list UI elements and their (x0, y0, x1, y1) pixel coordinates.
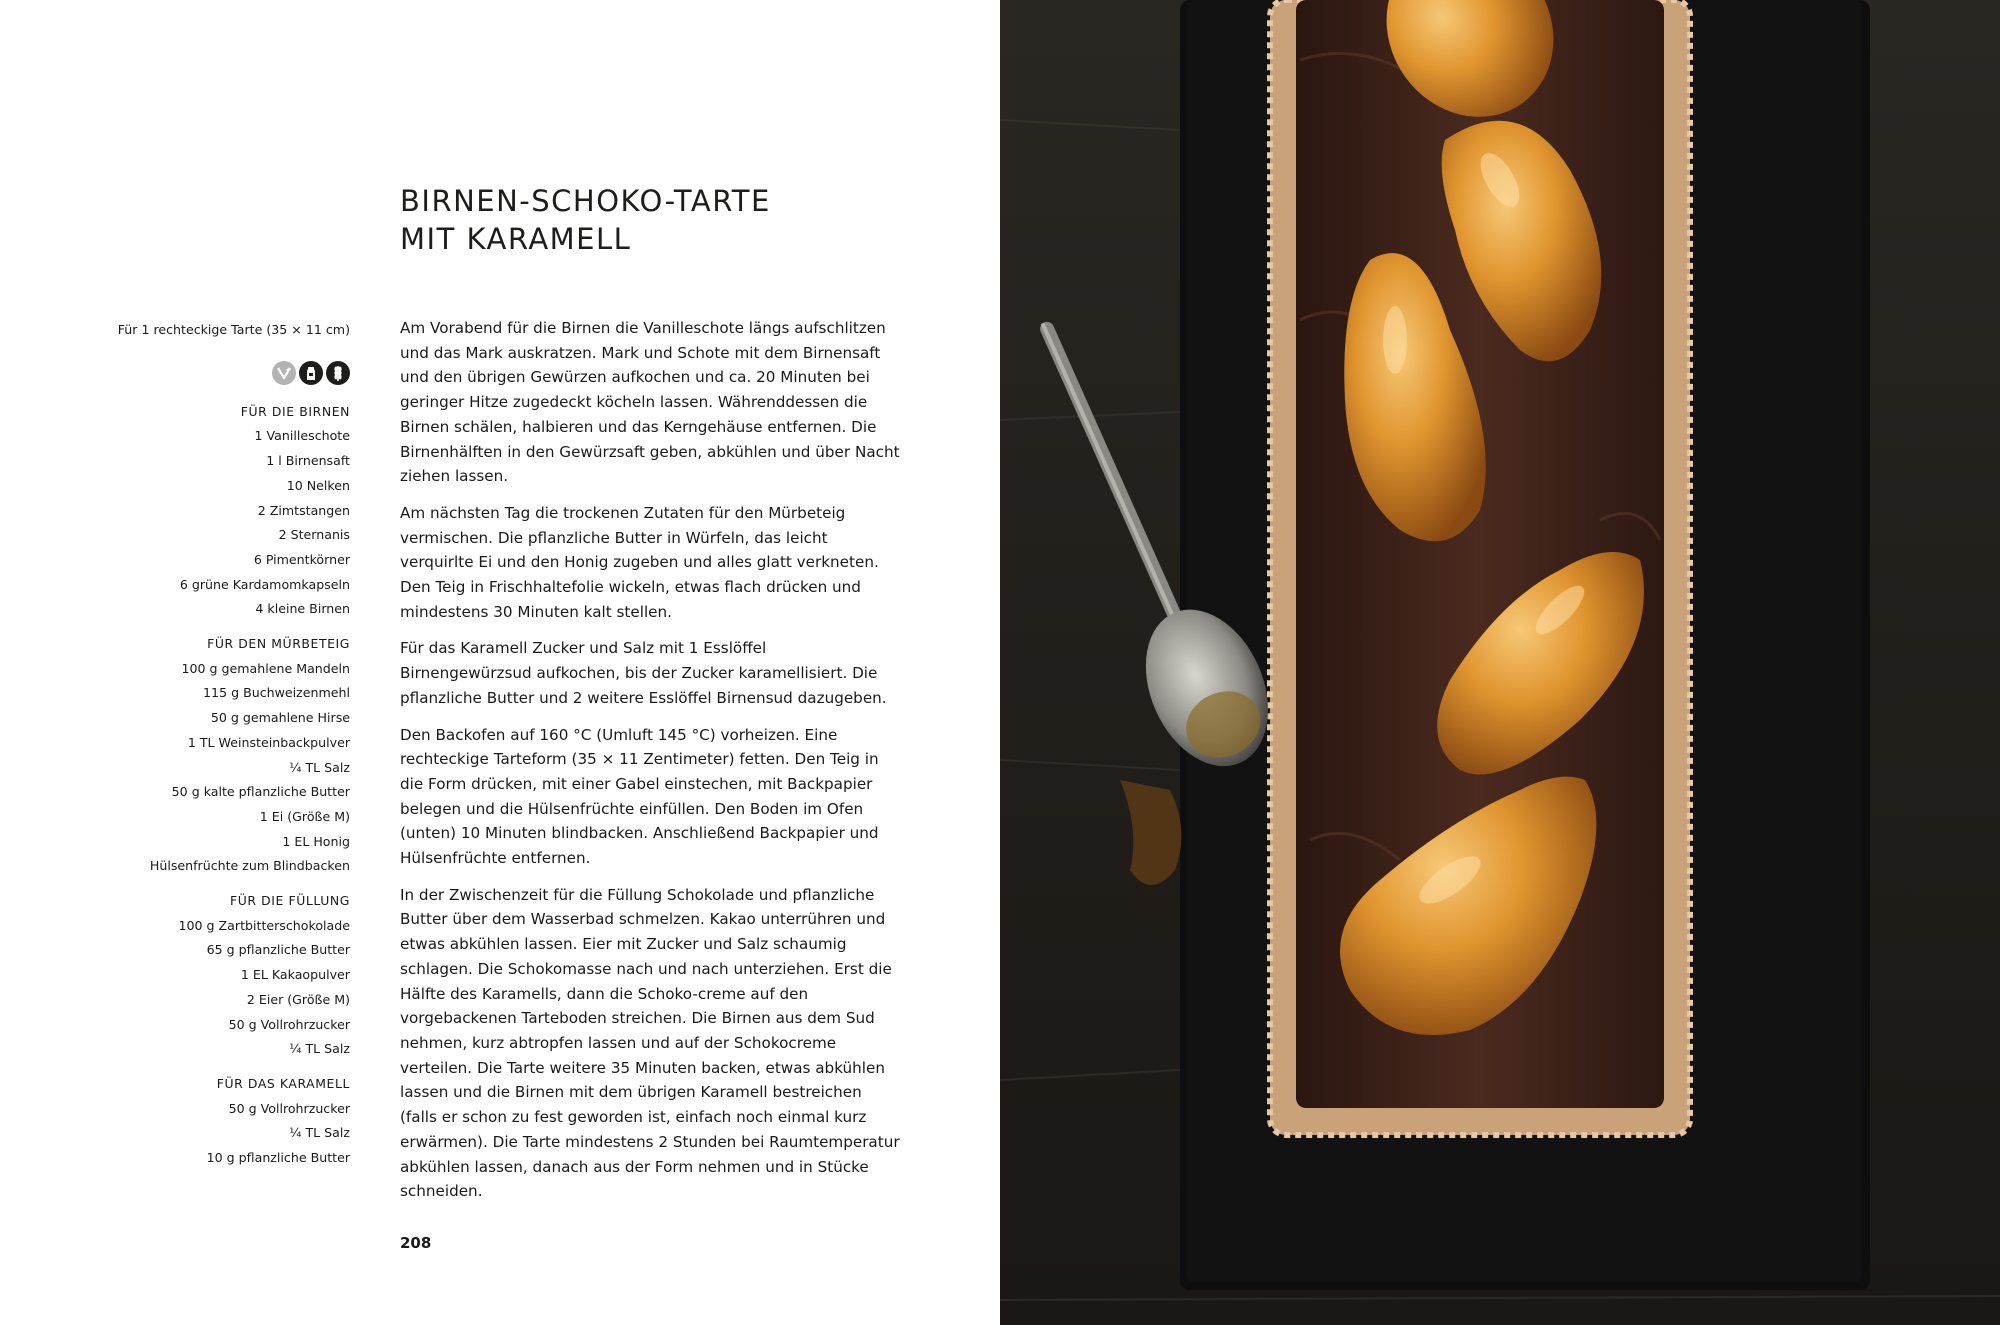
ingredient-section-karamell (100, 1072, 350, 1171)
instruction-paragraph: Für das Karamell Zucker und Salz mit 1 Esslöffel Birnengewürzsud aufkochen, bis der Zucker karamellisiert. Die pflanzliche Butter und 2 weitere Esslöffel Birnensud dazugeben. (400, 639, 887, 707)
portion-info: Für 1 rechteckige Tarte (35 × 11 cm) (117, 322, 350, 337)
instruction-paragraph: Am Vorabend für die Birnen die Vanilleschote längs aufschlitzen und das Mark auskratzen. Mark und Schote mit dem Birnensaft und den übrigen Gewürzen aufkochen und ca. 20 Minuten bei geringer Hitze zugedeckt köcheln lassen. Währenddessen die Birnen schälen, halbieren und das Kerngehäuse entfernen. Die Birnenhälften in den Gewürzsaft geben, abkühlen und über Nacht ziehen lassen. (400, 319, 900, 486)
ingredient-section-birnen (100, 400, 350, 622)
ingredient-item: Hülsenfrüchte zum Blindbacken (149, 858, 350, 874)
ingredient-item: 1 EL Honig (282, 833, 350, 849)
tarte-photo (1000, 0, 2000, 1325)
ingredient-item: ¼ TL Salz (289, 1041, 350, 1057)
section-heading: FÜR DIE FÜLLUNG (229, 893, 350, 909)
instruction-paragraph: In der Zwischenzeit für die Füllung Schokolade und pflanzliche Butter über dem Wasserbad schmelzen. Kakao unterrühren und etwas abkühlen lassen. Eier mit Zucker und Salz schaumig schlagen. Die Schokomasse nach und nach unterziehen. Erst die Hälfte des Karamells, dann die Schoko-creme auf den vorgebackenen Tarteboden streichen. Die Birnen aus dem Sud nehmen, kurz abtropfen lassen und auf der Schokocreme verteilen. Die Tarte weitere 35 Minuten backen, etwas abkühlen lassen und die Birnen mit dem übrigen Karamell bestreichen (falls er schon zu fest geworden ist, einfach noch einmal kurz erwärmen). Die Tarte mindestens 2 Stunden bei Raumtemperatur abkühlen lassen, danach aus der Form nehmen und in Stücke schneiden. (400, 885, 900, 1201)
ingredient-item: 6 grüne Kardamomkapseln (179, 576, 350, 592)
ingredient-item: 1 Ei (Größe M) (259, 808, 350, 824)
ingredient-item: 50 g kalte pflanzliche Butter (171, 784, 350, 800)
ingredient-item: 4 kleine Birnen (255, 601, 350, 617)
ingredient-item: ¼ TL Salz (289, 1125, 350, 1141)
ingredient-item: 100 g gemahlene Mandeln (181, 660, 350, 676)
vegan-icon (272, 361, 296, 385)
ingredient-item: 2 Zimtstangen (257, 502, 350, 518)
page-number: 208 (400, 1234, 432, 1252)
ingredient-item: 50 g Vollrohrzucker (228, 1016, 350, 1032)
section-heading: FÜR DAS KARAMELL (216, 1075, 350, 1091)
ingredient-item: 2 Eier (Größe M) (246, 991, 350, 1007)
recipe-title-line-1: BIRNEN-SCHOKO-TARTE (400, 184, 771, 218)
lactose-free-icon (299, 361, 323, 385)
instruction-paragraph: Am nächsten Tag die trockenen Zutaten für den Mürbeteig vermischen. Die pflanzliche Butter in Würfeln, das leicht verquirlte Ei und den Honig zugeben und alles glatt verkneten. Den Teig in Frischhaltefolie wickeln, etwas flach drücken und mindestens 30 Minuten kalt stellen. (400, 503, 879, 621)
gluten-free-icon (326, 361, 350, 385)
ingredient-item: 1 Vanilleschote (254, 428, 350, 444)
diet-icons (100, 355, 350, 391)
ingredient-item: 10 Nelken (286, 477, 350, 493)
recipe-title-line-2: MIT KARAMELL (400, 222, 632, 256)
ingredient-item: 1 TL Weinsteinbackpulver (187, 734, 350, 750)
ingredient-item: 115 g Buchweizenmehl (203, 685, 350, 701)
section-heading: FÜR DIE BIRNEN (240, 403, 350, 419)
ingredient-item: 10 g pflanzliche Butter (206, 1150, 350, 1166)
section-heading: FÜR DEN MÜRBETEIG (207, 636, 350, 652)
ingredient-item: ¼ TL Salz (289, 759, 350, 775)
ingredient-item: 2 Sternanis (278, 527, 350, 543)
ingredient-item: 50 g gemahlene Hirse (210, 710, 350, 726)
ingredient-item: 1 EL Kakaopulver (240, 967, 350, 983)
instructions (400, 316, 902, 1216)
ingredient-section-fuellung (100, 889, 350, 1062)
ingredient-item: 1 l Birnensaft (266, 453, 350, 469)
ingredient-item: 50 g Vollrohrzucker (228, 1100, 350, 1116)
ingredient-section-muerbeteig (100, 632, 350, 879)
ingredient-item: 6 Pimentkörner (253, 551, 350, 567)
instruction-paragraph: Den Backofen auf 160 °C (Umluft 145 °C) vorheizen. Eine rechteckige Tarteform (35 × 11 Zentimeter) fetten. Den Teig in die Form drücken, mit einer Gabel einstechen, mit Backpapier belegen und die Hülsenfrüchte einfüllen. Den Boden im Ofen (unten) 10 Minuten blindbacken. Anschließend Backpapier und Hülsenfrüchte entfernen. (400, 725, 879, 868)
ingredient-item: 100 g Zartbitterschokolade (178, 917, 350, 933)
recipe-title (400, 182, 771, 258)
ingredients-sidebar (100, 318, 350, 1181)
ingredient-item: 65 g pflanzliche Butter (206, 942, 350, 958)
